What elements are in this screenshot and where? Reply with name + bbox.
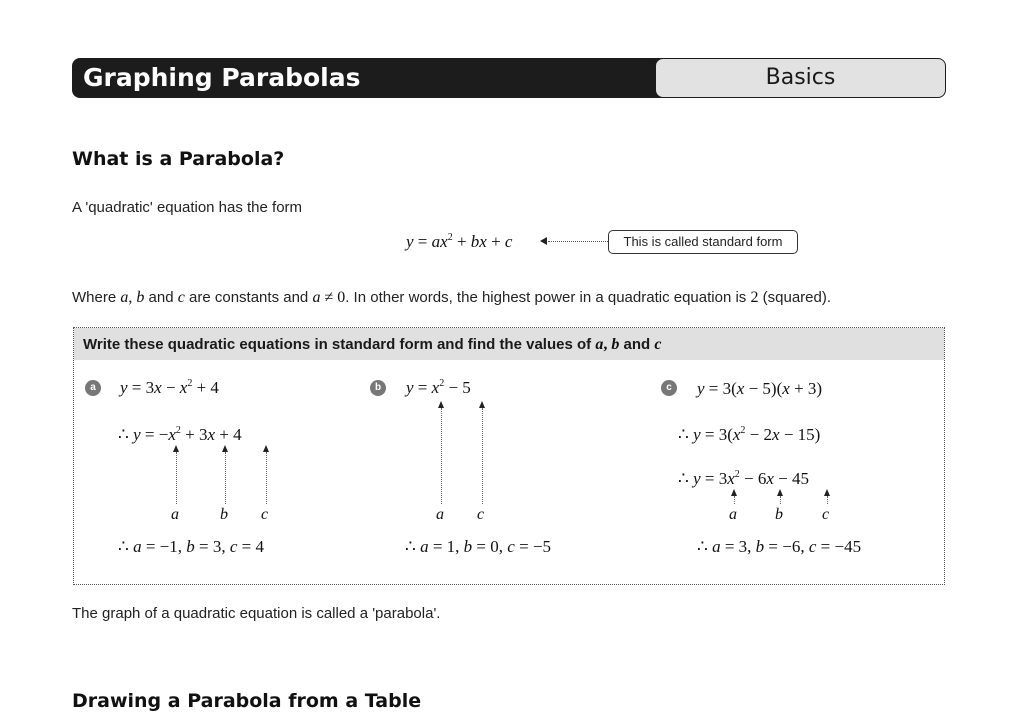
item-a-label-a: a (171, 506, 179, 523)
item-a-label-b: b (220, 506, 228, 523)
item-c-arrow-a-icon (731, 489, 737, 496)
item-c-arrow-b-icon (777, 489, 783, 496)
page-header (72, 58, 946, 98)
item-a-arrow-a-icon (173, 445, 179, 452)
definition-text: Where a, b and c are constants and a ≠ 0. In other words, the highest power in a quadratic equation is 2 (squared). (72, 289, 832, 306)
item-c-line-c (827, 496, 828, 504)
item-b-badge: b (370, 380, 386, 396)
item-a-answer: ∴ a = −1, b = 3, c = 4 (118, 537, 264, 556)
item-c-label-a: a (729, 506, 737, 523)
item-b-answer: ∴ a = 1, b = 0, c = −5 (405, 537, 551, 556)
parabola-definition: The graph of a quadratic equation is called a 'parabola'. (72, 605, 441, 622)
item-c-label-c: c (822, 506, 830, 523)
item-c-line-b (780, 496, 781, 504)
header-tag-box (655, 58, 946, 98)
standard-form-equation: $y = ax^2$ + bx + c (406, 232, 513, 251)
section-title-parabola: What is a Parabola? (72, 148, 285, 170)
callout-arrow-icon (540, 237, 547, 245)
item-b-line-a (441, 408, 442, 504)
item-c-equation: y = 3(x − 5)(x + 3) (697, 379, 823, 398)
item-a-standard-form: ∴ $y = -x^2 + 3x + 4$ (118, 425, 242, 444)
item-c-badge: c (661, 380, 677, 396)
page-title: Graphing Parabolas (83, 63, 361, 92)
item-a-label-c: c (261, 506, 269, 523)
standard-form-callout: This is called standard form (608, 230, 798, 254)
section-title-table: Drawing a Parabola from a Table (72, 690, 422, 712)
item-b-label-c: c (477, 506, 485, 523)
item-a-arrow-c-icon (263, 445, 269, 452)
exercise-instruction: Write these quadratic equations in standard form and find the values of a, b and c (83, 336, 662, 353)
item-b-equation: $y = x^2 - 5$ (406, 378, 471, 397)
item-a-line-c (266, 452, 267, 504)
item-c-expanded: ∴ $y = 3(x^2 - 2x - 15)$ (678, 425, 821, 444)
item-c-arrow-c-icon (824, 489, 830, 496)
item-a-line-a (176, 452, 177, 504)
item-b-line-c (482, 408, 483, 504)
callout-connector (548, 241, 608, 242)
item-a-arrow-b-icon (222, 445, 228, 452)
header-tag: Basics (765, 65, 836, 90)
item-c-answer: ∴ a = 3, b = −6, c = −45 (697, 537, 862, 556)
item-b-arrow-a-icon (438, 401, 444, 408)
item-c-label-b: b (775, 506, 783, 523)
item-b-arrow-c-icon (479, 401, 485, 408)
item-a-badge: a (85, 380, 101, 396)
exercise-header (74, 328, 944, 360)
item-c-standard-form: ∴ $y = 3x^2 - 6x - 45$ (678, 469, 809, 488)
intro-text: A 'quadratic' equation has the form (72, 199, 303, 216)
item-a-line-b (225, 452, 226, 504)
item-c-line-a (734, 496, 735, 504)
item-a-equation: $y = 3x - x^2 + 4$ (120, 378, 219, 397)
item-b-label-a: a (436, 506, 444, 523)
